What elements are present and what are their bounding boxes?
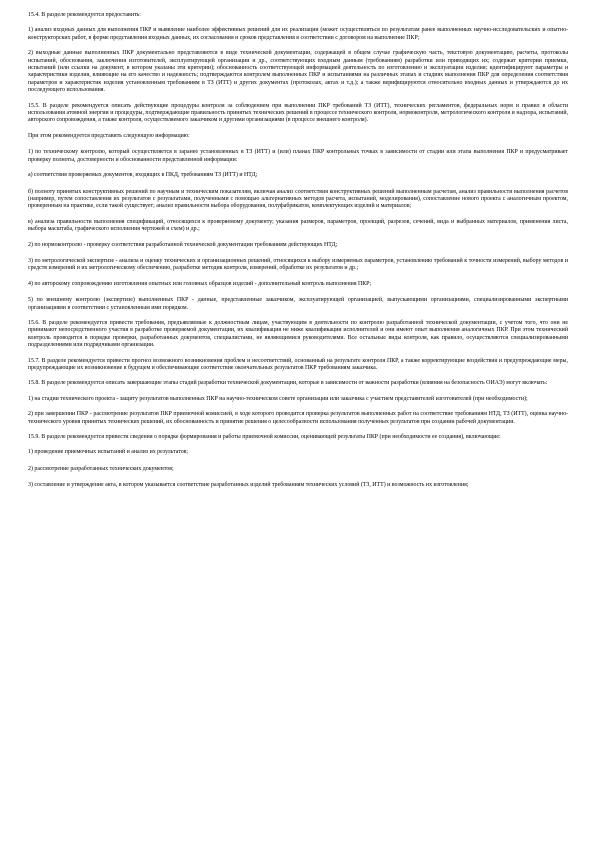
list-item: 1) по техническому контролю, который осуществляется в заранее установленных в ТЗ (ИТТ) и (или) планах ПКР контрольных точках в зависимости от стадии или этапа выполнения ПКР и предусматривает проверку полноты, достоверности и обоснованности представленной информации: <box>28 149 568 163</box>
section-paragraph-15-6: 15.6. В разделе рекомендуется привести требования, предъявляемые к должностным лицам, участвующим в деятельности по контролю разработанной технической документации, с учетом того, что они не принимают непосредственного участия в разработке проверяемой документации, их квалификация не ниже квалификации исполнителей и они имеют опыт выполнения аналогичных ПКР. При этом технический контроль проводится в порядке проверки, разработанных документов, специалистами, не являющимися руководителями. Все остальные виды контроля, как правило, осуществляются специализированными подразделениями или подрядчиками организации. <box>28 319 568 349</box>
section-paragraph-15-9: 15.9. В разделе рекомендуется привести сведения о порядке формирования и работы приемочной комиссии, оценивающей результаты ПКР (при необходимости ее создания), включающие: <box>28 434 501 441</box>
list-item: 2) рассмотрение разработанных технических документов; <box>28 465 174 472</box>
list-item: 3) по метрологической экспертизе - анализа и оценку технических и организационных решений, относящихся к выбору измеряемых параметров, установлению требований к точности измерений, выбору методов и средств измерений и их метрологическому обеспечению, разработке методик контроля, измерений, обработке их результатов и др.; <box>28 257 568 272</box>
list-item: б) полноту принятых конструктивных решений по научным и техническим показателям, включая анализ соответствия конструктивных решений выполненным расчетам, анализ правильности выполнения расчетов (например, путем сопоставления их результатов с результатами, полученными с помощью альтернативных методов расчета, испытаний, моделирования), сопоставление нового проекта с аналогичным проектом, проверенным на практике, если такой существует; анализ правильности выбора оборудования, полуфабрикатов, комплектующих изделий и материалов; <box>28 188 568 210</box>
section-paragraph-15-7: 15.7. В разделе рекомендуется привести прогноз возможного возникновения проблем и несоответствий, основанный на результате контроля ПКР, а также корректирующие воздействия и предупреждающие меры, предупреждающие их возникновение в будущем и обеспечивающие соответствие окончательных результатов ПКР требованиям заказчика. <box>28 357 568 371</box>
list-item: в) анализа правильности выполнения спецификаций, относящихся к проверяемому документу; указания размеров, параметров, проекций, разрезов, сечений, вида и выбранных материалов, применения листа, выбора масштаба, графического исполнения чертежей и схем) и др.; <box>28 218 568 233</box>
list-item: а) соответствия проверяемых документов, входящих в ПКД, требованиям ТЗ (ИТТ) и НТД; <box>28 172 258 179</box>
paragraph: 2) выходные данные выполненных ПКР документально представляются в виде технической документации, содержащей в общем случае графическую часть, текстовую документацию, расчеты, протоколы испытаний, обоснования, заключения изготовителей, эксплуатирующей организации и др., соответствующих входным данным (требованиям) разработки или приводящих их; содержат критерии приемки, испытаний (или ссылки на документ, в котором указаны эти критерии); обоснованность соответствующей информацией деятельность по изготовлению и эксплуатации изделия; идентифицируют параметры и характеристики изделия, влияющие на его качество и надежность; подтверждаются контролем выполненных ПКР и испытаниями на различных этапах и стадиях выполнения ПКР для определения соответствия параметров и характеристик изделия установленным требованиям в ТЗ (ИТТ) и других документах (протоколах, актах и т.д.); а также верифицируются относительно входных данных и утверждаются до их последующего использования. <box>28 50 568 94</box>
section-paragraph-15-8: 15.8. В разделе рекомендуется описать завершающие этапы стадий разработки технической документации, которые в зависимости от важности разработки (влияния на безопасность ОИАЭ) могут включать: <box>28 380 548 387</box>
paragraph: 1) анализ входных данных для выполнения ПКР и выявление наиболее эффективных решений для их реализации (может осуществляться по результатам ранее выполненных научно-исследовательских и опытно-конструкторских работ, в форме представления входных данных, их согласования и сроков представления в соответствии с договором на выполнение ПКР; <box>28 27 568 41</box>
paragraph: При этом рекомендуется представить следующую информацию: <box>28 132 190 139</box>
list-item: 1) проведение приемочных испытаний и анализ их результатов; <box>28 449 189 456</box>
document-page <box>28 12 568 498</box>
list-item: 2) при завершении ПКР - рассмотрение результатов ПКР приемочной комиссией, в ходе которого проводится проверка результатов выполненных работ на соответствие требованиям НТД, ТЗ (ИТТ), оценка научно-технического уровня принятых технических решений, их обоснованность и принятие решения о целесообразности использования полученных результатов при создании рабочей документации. <box>28 411 568 425</box>
section-paragraph-15-5: 15.5. В разделе рекомендуется описать действующие процедуры контроля за соблюдением при выполнении ПКР требований ТЗ (ИТТ), технических регламентов, федеральных норм и правил в области использования атомной энергии и процедуры, подтверждающие правильность принятых технических решений в процессе технического контроля, нормоконтроля, метрологического контроля и надзора, испытаний, авторского сопровождения, а также контроля, осуществляемого заказчиком и другими организациями (в процессе внешнего контроля). <box>28 102 568 124</box>
list-item: 3) составление и утверждение акта, в котором указывается соответствие разработанных изделий требованиям технических условий (ТЗ, ИТТ) и возможность их изготовления; <box>28 482 469 489</box>
list-item: 2) по нормоконтролю - проверку соответствия разработанной технической документации требованиям действующих НТД; <box>28 241 338 248</box>
list-item: 5) по внешнему контролю (экспертизе) выполненных ПКР - данные, представленные заказчиком, эксплуатирующей организацией, выпускающими организациями, специализированными экспертными организациями в соответствии с установленным ими порядком. <box>28 297 568 311</box>
list-item: 1) на стадии технического проекта - защиту результатов выполненных ПКР на научно-техническом совете организации или заказчика с участием представителей изготовителей (при необходимости); <box>28 395 528 402</box>
section-heading-15-4: 15.4. В разделе рекомендуется предоставить: <box>28 12 141 18</box>
list-item: 4) по авторскому сопровождению изготовления опытных или головных образцов изделий - дополнительный контроль выполнения ПКР; <box>28 280 372 287</box>
